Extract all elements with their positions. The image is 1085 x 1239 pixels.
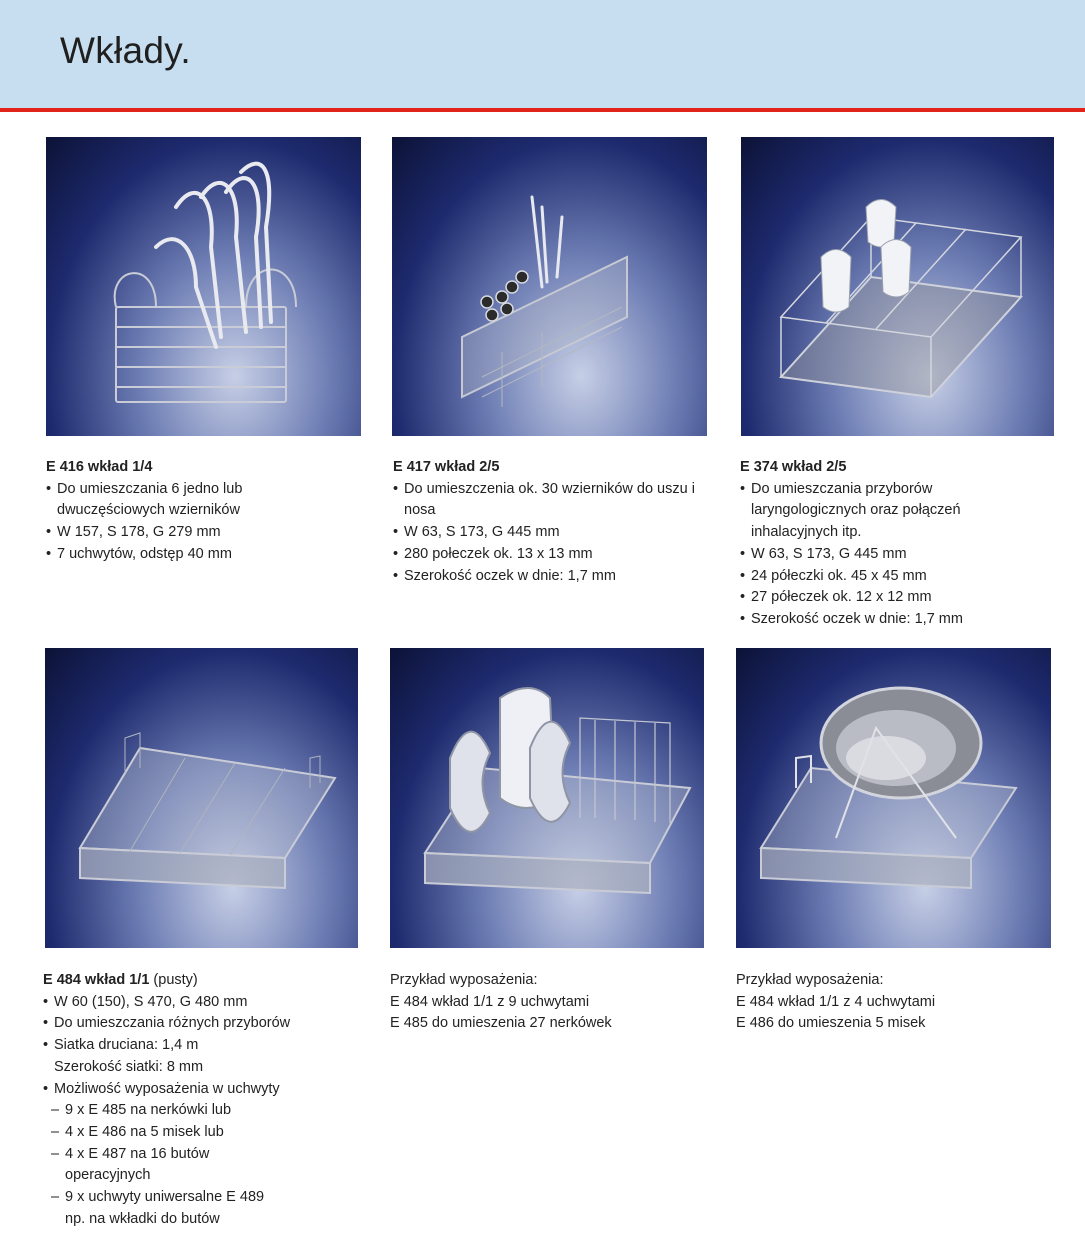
example-label: Przykład wyposażenia:	[736, 972, 884, 988]
product-photo-e484-e485	[390, 648, 704, 948]
spec-list	[43, 992, 363, 1231]
spec-item-continued: Szerokość siatki: 8 mm	[54, 1058, 204, 1075]
spec-subitem-continued: np. na wkładki do butów	[65, 1210, 220, 1227]
spec-subitem: – 9 x E 485 na nerkówki lub	[43, 1100, 363, 1122]
spec-item-continued: laryngologicznych oraz połączeń	[751, 502, 961, 519]
spec-item: • 24 półeczki ok. 45 x 45 mm	[740, 566, 1060, 588]
product-title	[43, 970, 363, 992]
spec-item-continued: nosa	[404, 502, 436, 519]
spec-item: • Możliwość wyposażenia w uchwyty	[43, 1079, 363, 1101]
spec-item: • Do umieszczenia ok. 30 wzierników do uszu i	[393, 479, 723, 501]
example-line: E 485 do umieszenia 27 nerkówek	[390, 1015, 612, 1032]
example-label: Przykład wyposażenia:	[390, 972, 538, 988]
caption-e417	[393, 457, 723, 587]
spec-item: • Do umieszczania 6 jedno lub	[46, 479, 366, 501]
spec-item: • W 60 (150), S 470, G 480 mm	[43, 992, 363, 1014]
product-photo-e417	[392, 137, 707, 436]
spec-item: • W 63, S 173, G 445 mm	[740, 544, 1060, 566]
spec-subitem: – 4 x E 486 na 5 misek lub	[43, 1122, 363, 1144]
product-photo-e416	[46, 137, 361, 436]
spec-subitem-continued: operacyjnych	[65, 1167, 151, 1184]
spec-list	[740, 479, 1060, 631]
header-red-rule	[0, 108, 1085, 112]
product-title: E 417 wkład 2/5	[393, 459, 500, 475]
spec-item: • 280 połeczek ok. 13 x 13 mm	[393, 544, 723, 566]
spec-item: • W 157, S 178, G 279 mm	[46, 522, 366, 544]
product-photo-e484-empty	[45, 648, 358, 948]
caption-e484	[43, 970, 363, 1230]
caption-e416	[46, 457, 366, 566]
product-photo-e484-e486	[736, 648, 1051, 948]
spec-item-continued: dwuczęściowych wzierników	[57, 502, 240, 519]
spec-item-continued: inhalacyjnych itp.	[751, 524, 862, 541]
product-title-main: E 484 wkład 1/1	[43, 972, 150, 988]
caption-example-e485	[390, 970, 710, 1035]
product-title: E 374 wkład 2/5	[740, 459, 847, 475]
spec-subitem: – 9 x uchwyty uniwersalne E 489	[43, 1187, 363, 1209]
example-line: E 484 wkład 1/1 z 4 uchwytami	[736, 993, 936, 1010]
example-line: E 486 do umieszenia 5 misek	[736, 1015, 926, 1032]
caption-e374	[740, 457, 1060, 631]
caption-example-e486	[736, 970, 1056, 1035]
spec-item: • 7 uchwytów, odstęp 40 mm	[46, 544, 366, 566]
spec-item: • Szerokość oczek w dnie: 1,7 mm	[740, 609, 1060, 631]
spec-list	[46, 479, 366, 566]
product-title-suffix: (pusty)	[149, 972, 198, 988]
spec-item: • W 63, S 173, G 445 mm	[393, 522, 723, 544]
spec-subitem: – 4 x E 487 na 16 butów	[43, 1144, 363, 1166]
page-title: Wkłady.	[60, 30, 191, 71]
spec-list	[393, 479, 723, 588]
spec-item: • Do umieszczania przyborów	[740, 479, 1060, 501]
spec-item: • 27 półeczek ok. 12 x 12 mm	[740, 587, 1060, 609]
product-title: E 416 wkład 1/4	[46, 459, 153, 475]
spec-item: • Do umieszczania różnych przyborów	[43, 1013, 363, 1035]
example-line: E 484 wkład 1/1 z 9 uchwytami	[390, 993, 590, 1010]
product-photo-e374	[741, 137, 1054, 436]
spec-item: • Szerokość oczek w dnie: 1,7 mm	[393, 566, 723, 588]
spec-item: • Siatka druciana: 1,4 m	[43, 1035, 363, 1057]
